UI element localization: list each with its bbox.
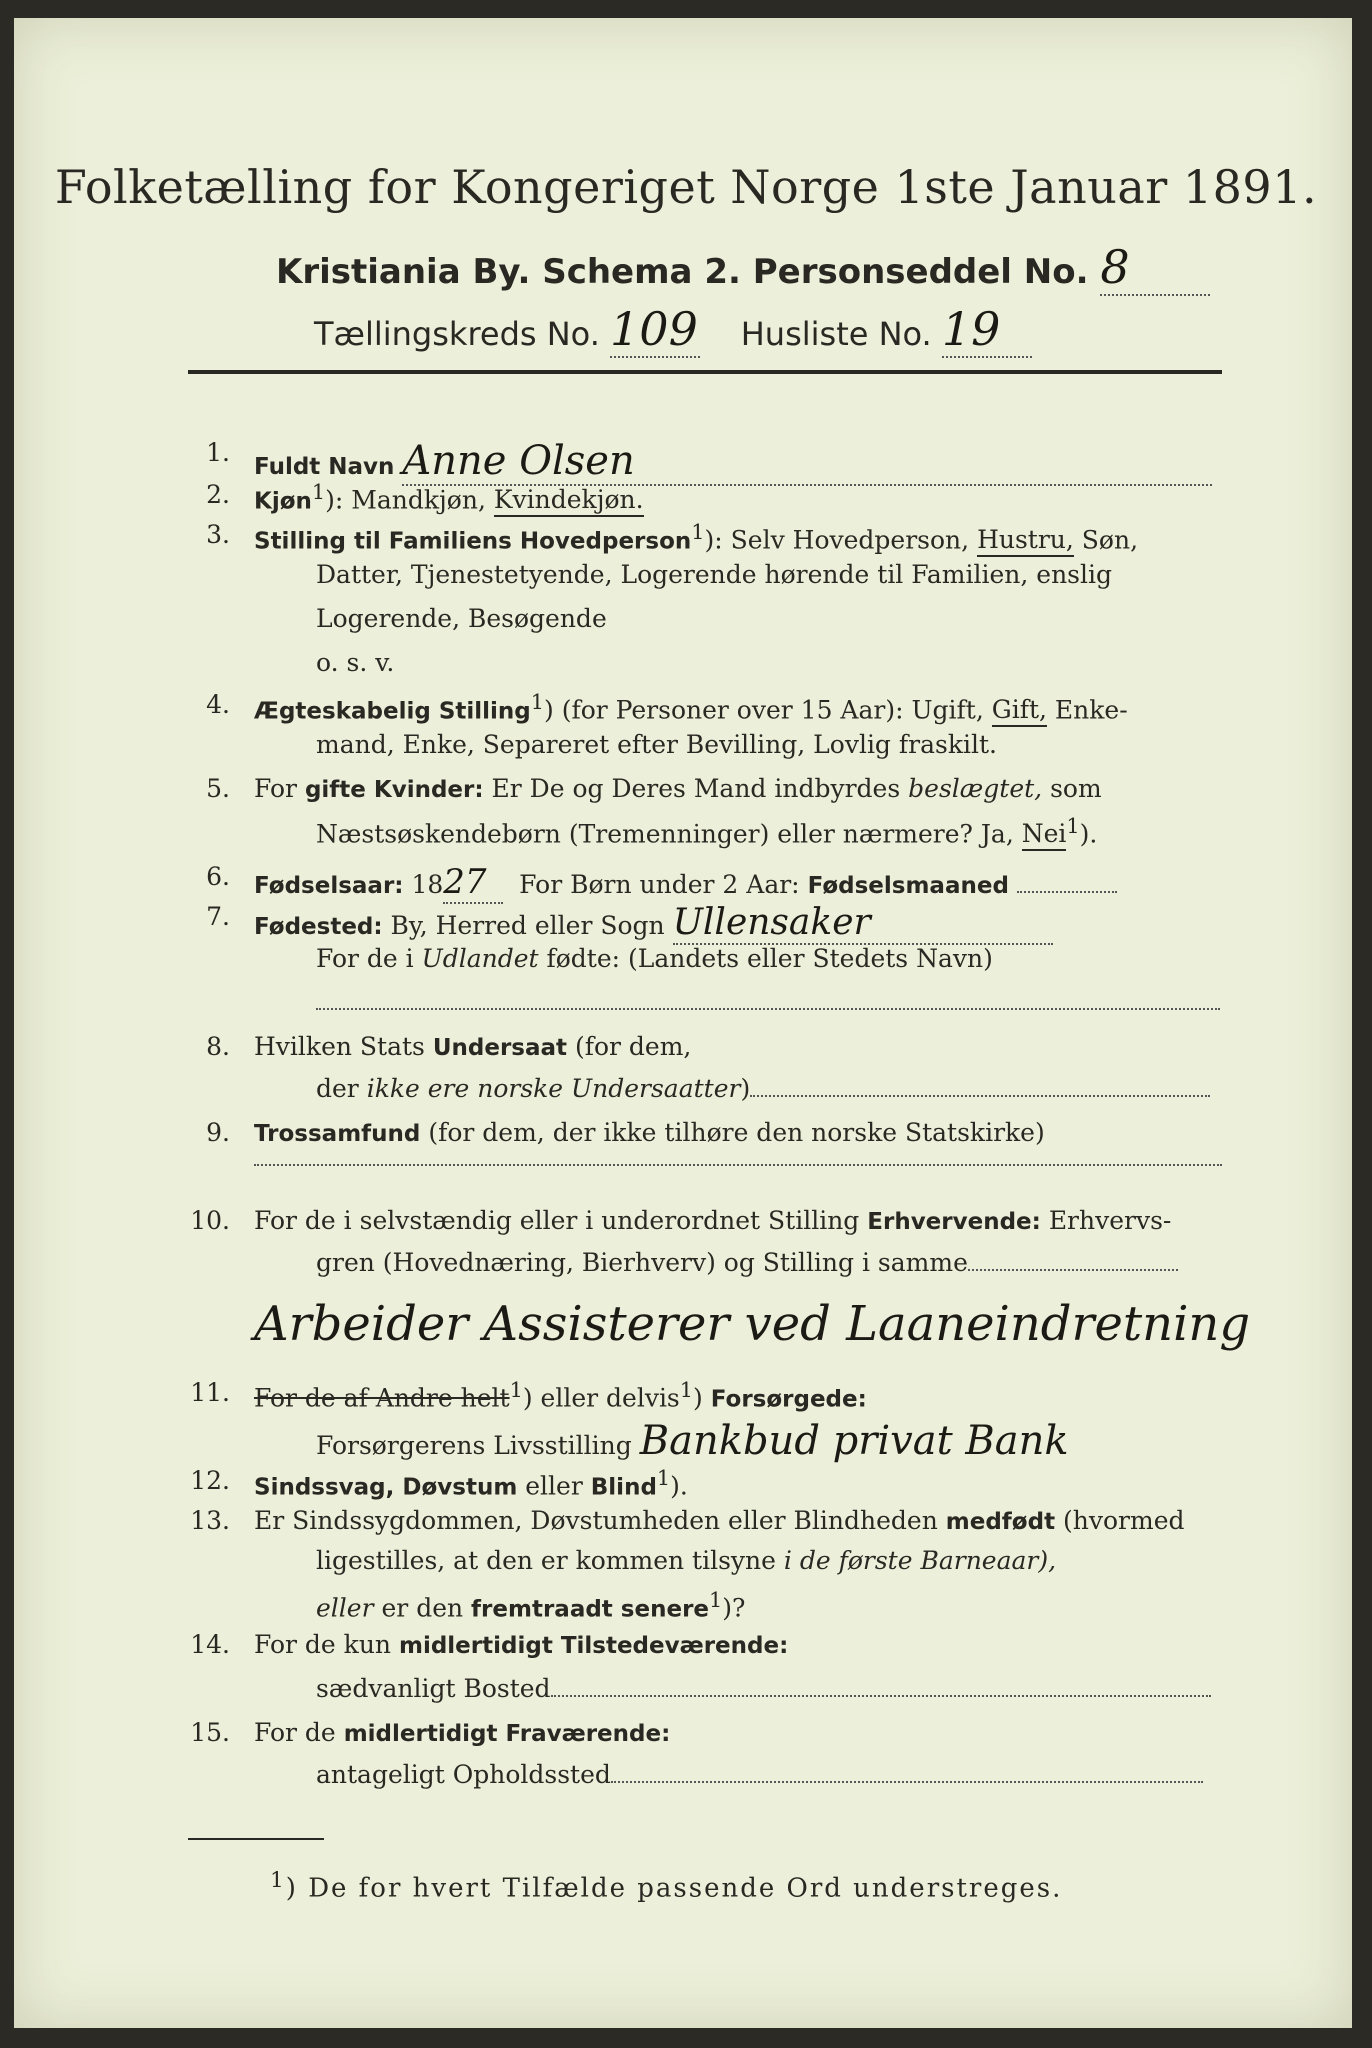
field-13-line-3-b: er den (381, 1593, 464, 1623)
field-12-label: Sindssvag, Døvstum (254, 1474, 518, 1501)
field-13-text-a: Er Sindssygdommen, Døvstumheden eller Blindheden (254, 1506, 938, 1535)
field-7-text: By, Herred eller Sogn (390, 911, 665, 940)
field-6-year-value: 27 (443, 862, 503, 904)
field-2-number: 2. (206, 480, 230, 509)
field-4-line-2: mand, Enke, Separeret efter Bevilling, Lovlig fraskilt. (316, 730, 997, 759)
field-9-text: (for dem, der ikke tilhøre den norske Statskirke) (428, 1118, 1045, 1147)
field-3-label: Stilling til Familiens Hovedperson (254, 528, 692, 555)
field-13-line-3-label: fremtraadt senere (471, 1596, 710, 1623)
field-9-number: 9. (206, 1118, 230, 1147)
field-3-line-2: Datter, Tjenestetyende, Logerende hørende til Familien, enslig (316, 560, 1113, 589)
field-12-label-2: Blind (590, 1474, 657, 1501)
field-14-text: For de kun (254, 1630, 392, 1659)
field-15-number: 15. (190, 1718, 230, 1747)
field-7-line-2-b: Udlandet (421, 944, 539, 973)
field-14-number: 14. (190, 1630, 230, 1659)
field-5-text-b: Er De og Deres Mand indbyrdes (491, 774, 901, 803)
field-3-options-a: ): Selv Hovedperson, (704, 525, 970, 555)
form-title: Folketælling for Kongeriget Norge 1ste Januar 1891. (54, 160, 1318, 214)
field-15-blank (611, 1781, 1203, 1783)
field-7-label: Fødested: (254, 914, 383, 940)
field-12-number: 12. (190, 1466, 230, 1495)
field-11-text-b: ) eller delvis (522, 1383, 680, 1413)
field-10-number: 10. (190, 1206, 230, 1235)
field-6-text: For Børn under 2 Aar: (519, 870, 800, 899)
field-6-number: 6. (206, 862, 230, 891)
field-5-text-a: For (254, 774, 297, 803)
footnote-marker: 1 (270, 1868, 286, 1893)
field-7-line-2-a: For de i (316, 944, 414, 973)
personseddel-number: 8 (1100, 240, 1210, 296)
field-8-blank (750, 1095, 1210, 1097)
field-5-text-c: beslægtet, (908, 774, 1043, 803)
field-13-line-3-a: eller (316, 1593, 374, 1623)
field-7-birthplace-value: Ullensaker (673, 902, 1053, 945)
field-11-line-2: Forsørgerens Livsstilling (316, 1431, 632, 1460)
field-14-blank (551, 1695, 1211, 1697)
field-6-label-2: Fødselsmaaned (807, 873, 1009, 899)
husliste-number: 19 (942, 302, 1032, 358)
field-9-label: Trossamfund (254, 1121, 421, 1147)
field-4-options-c: Enke- (1054, 695, 1128, 725)
schema-label: Kristiania By. Schema 2. Personseddel No. (276, 252, 1089, 292)
footnote-divider (188, 1838, 324, 1840)
field-8-line-2-a: der (316, 1074, 359, 1103)
field-3-selected-option: Hustru, (977, 525, 1074, 557)
field-4-label: Ægteskabelig Stilling (254, 698, 531, 725)
field-8-label: Undersaat (432, 1035, 568, 1061)
field-13-number: 13. (190, 1506, 230, 1535)
field-5-number: 5. (206, 774, 230, 803)
field-2-options-a: ): Mandkjøn, (325, 485, 486, 515)
field-9-blank (254, 1152, 1222, 1166)
header-divider (188, 370, 1222, 374)
field-12-text: eller (525, 1471, 583, 1501)
field-10-label: Erhvervende: (867, 1209, 1041, 1235)
field-6-month-blank (1017, 891, 1117, 893)
field-10-text-a: For de i selvstændig eller i underordnet Stilling (254, 1206, 860, 1235)
footnote (270, 1868, 1062, 1904)
field-11-number: 11. (190, 1378, 230, 1407)
field-13-line-2-a: ligestilles, at den er kommen tilsyne (316, 1546, 776, 1575)
field-6-year-prefix: 18 (411, 870, 444, 899)
field-3-line-4: o. s. v. (316, 648, 395, 677)
field-13-line-2-b: i de første Barneaar), (783, 1546, 1057, 1575)
field-3-line-3: Logerende, Besøgende (316, 604, 607, 633)
field-8-line-2-b: ikke ere norske Undersaatter (366, 1074, 741, 1103)
field-3-options-c: Søn, (1081, 525, 1139, 555)
field-1-name-value: Anne Olsen (402, 438, 1212, 486)
field-5-line-2: Næstsøskendebørn (Tremenninger) eller nærmere? Ja, (316, 819, 1014, 849)
field-2-selected-option: Kvindekjøn. (494, 485, 644, 517)
field-1-label: Fuldt Navn (254, 454, 395, 480)
field-8-number: 8. (206, 1032, 230, 1061)
field-5-text-d: som (1050, 774, 1102, 803)
field-15-text: For de (254, 1718, 336, 1747)
field-8-text-b: (for dem, (574, 1032, 692, 1061)
field-13-label: medfødt (945, 1509, 1056, 1535)
form-subtitle-schema (276, 240, 1210, 296)
field-5-label: gifte Kvinder: (304, 777, 484, 803)
field-10-text-b: Erhvervs- (1048, 1206, 1172, 1235)
field-10-blank (968, 1269, 1178, 1271)
field-14-label: midlertidigt Tilstedeværende: (398, 1633, 789, 1659)
field-7-line-2-c: fødte: (Landets eller Stedets Navn) (546, 944, 993, 973)
field-4-number: 4. (206, 690, 230, 719)
field-15-line-2: antageligt Opholdssted (316, 1760, 611, 1789)
field-11-text-a: For de af Andre helt (254, 1383, 510, 1413)
field-2-sup: 1 (311, 480, 326, 504)
field-10-occupation-value: Arbeider Assisterer ved Laaneindretning (254, 1296, 1251, 1352)
taellingskreds-label: Tællingskreds No. (314, 315, 600, 353)
field-7-number: 7. (206, 902, 230, 931)
field-11-label: Forsørgede: (710, 1386, 867, 1413)
taellingskreds-number: 109 (610, 302, 700, 358)
field-13-text-b: (hvormed (1063, 1506, 1185, 1535)
field-11-provider-value: Bankbud privat Bank (639, 1418, 1069, 1464)
field-4-options-a: ) (for Personer over 15 Aar): Ugift, (544, 695, 984, 725)
field-15-label: midlertidigt Fraværende: (343, 1721, 671, 1747)
field-7-foreign-blank (316, 990, 1220, 1010)
field-5-selected-option: Nei (1022, 819, 1067, 851)
field-3-number: 3. (206, 520, 230, 549)
field-6-label: Fødselsaar: (254, 873, 404, 899)
field-8-text-a: Hvilken Stats (254, 1032, 425, 1061)
field-2-label: Kjøn (254, 488, 312, 515)
field-4-selected-option: Gift, (992, 695, 1047, 727)
field-10-line-2: gren (Hovednæring, Bierhverv) og Stilling i samme (316, 1248, 968, 1277)
form-subtitle-district (314, 302, 1032, 358)
footnote-text: ) De for hvert Tilfælde passende Ord understreges. (285, 1873, 1063, 1904)
field-14-line-2: sædvanligt Bosted (316, 1674, 551, 1703)
husliste-label: Husliste No. (740, 315, 932, 353)
field-1-number: 1. (206, 438, 230, 467)
